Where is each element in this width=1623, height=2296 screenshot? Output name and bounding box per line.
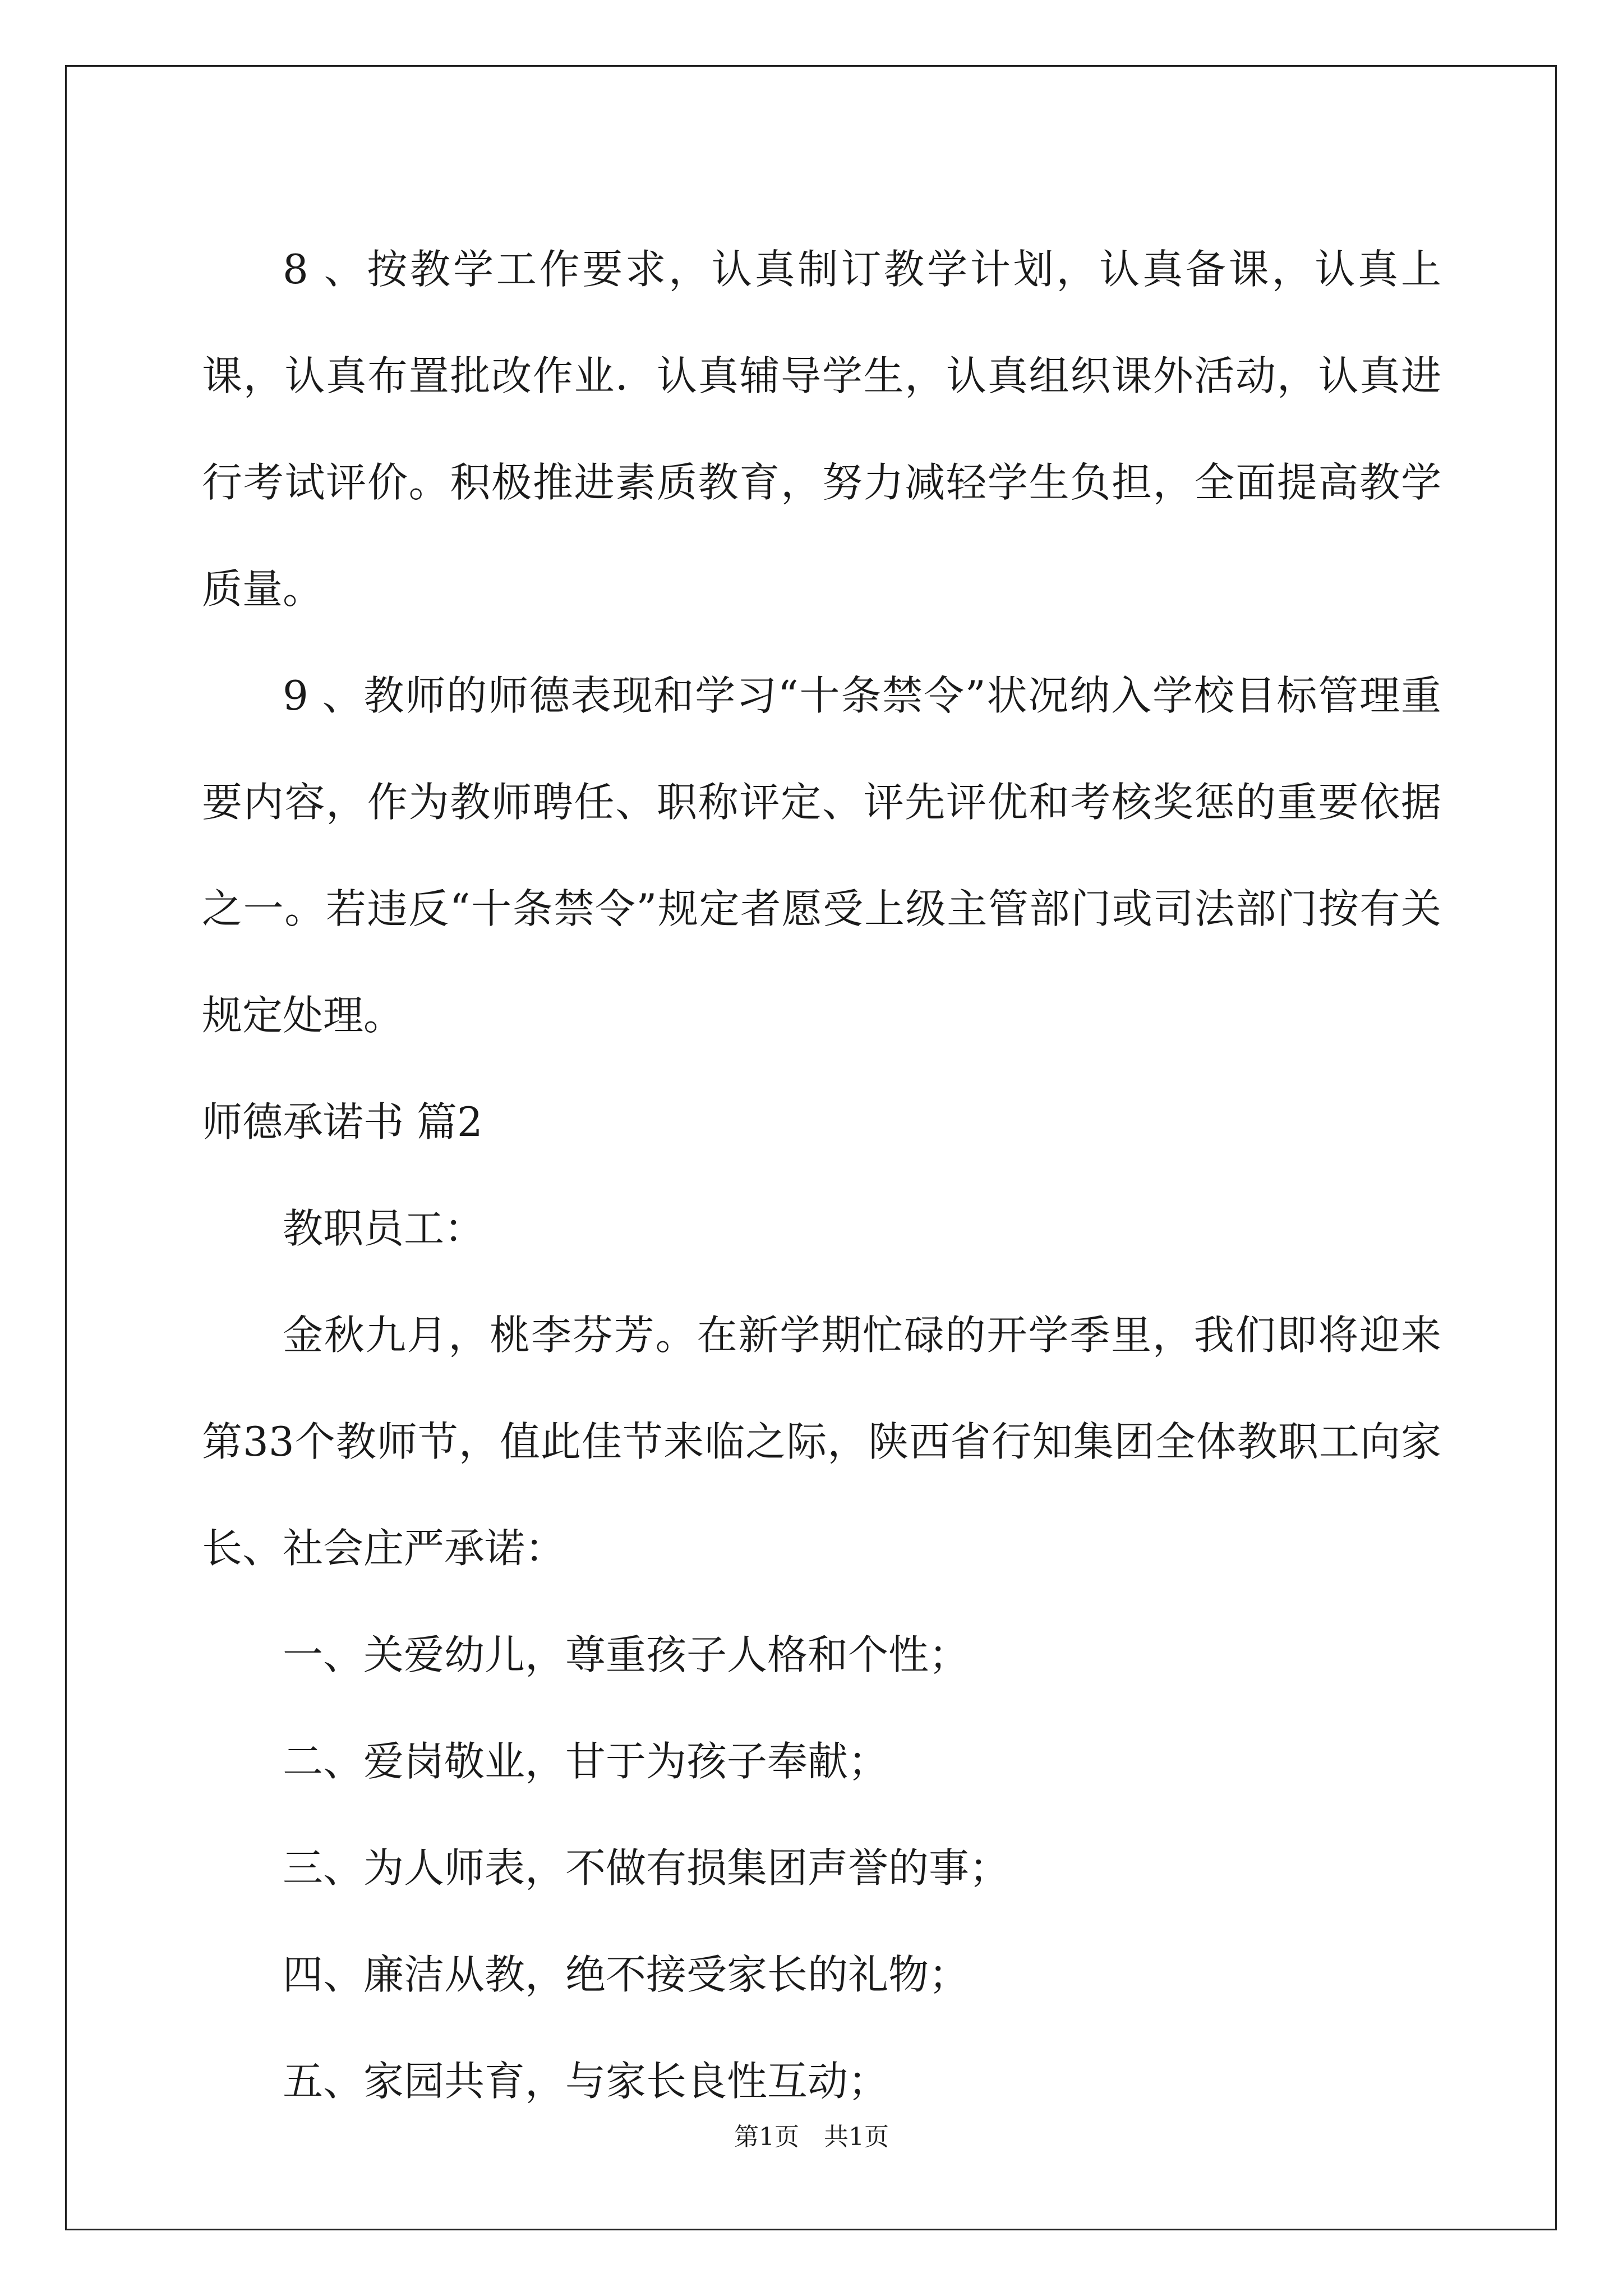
paragraph-item-9: 9 、教师的师德表现和学习“十条禁令”状况纳入学校目标管理重要内容，作为教师聘任、职称评定、评先评优和考核奖惩的重要依据之一。若违反“十条禁令”规定者愿受上级主管部门或司法部门按有关规定处理。 bbox=[202, 672, 1441, 1039]
salutation: 教职员工： bbox=[283, 1205, 485, 1252]
paragraph-item-8: 8 、按教学工作要求，认真制订教学计划，认真备课，认真上课，认真布置批改作业．认真辅导学生，认真组织课外活动，认真进行考试评价。积极推进素质教育，努力减轻学生负担，全面提高教学质量。 bbox=[202, 246, 1441, 613]
pledge-item-4: 四、廉洁从教，绝不接受家长的礼物； bbox=[283, 1951, 970, 1998]
pledge-item-5: 五、家园共育，与家长良性互动； bbox=[283, 2058, 889, 2105]
intro-paragraph: 金秋九月，桃李芬芳。在新学期忙碌的开学季里，我们即将迎来第33个教师节，值此佳节来临之际，陕西省行知集团全体教职工向家长、社会庄严承诺： bbox=[202, 1312, 1441, 1572]
section-title: 师德承诺书 篇2 bbox=[202, 1098, 483, 1145]
pledge-item-2: 二、爱岗敬业，甘于为孩子奉献； bbox=[283, 1738, 889, 1785]
page-footer: 第1页 共1页 bbox=[734, 2123, 889, 2151]
document-body bbox=[202, 216, 1441, 2134]
pledge-item-1: 一、关爱幼儿，尊重孩子人格和个性； bbox=[283, 1631, 970, 1678]
pledge-item-3: 三、为人师表，不做有损集团声誉的事； bbox=[283, 1844, 1010, 1892]
